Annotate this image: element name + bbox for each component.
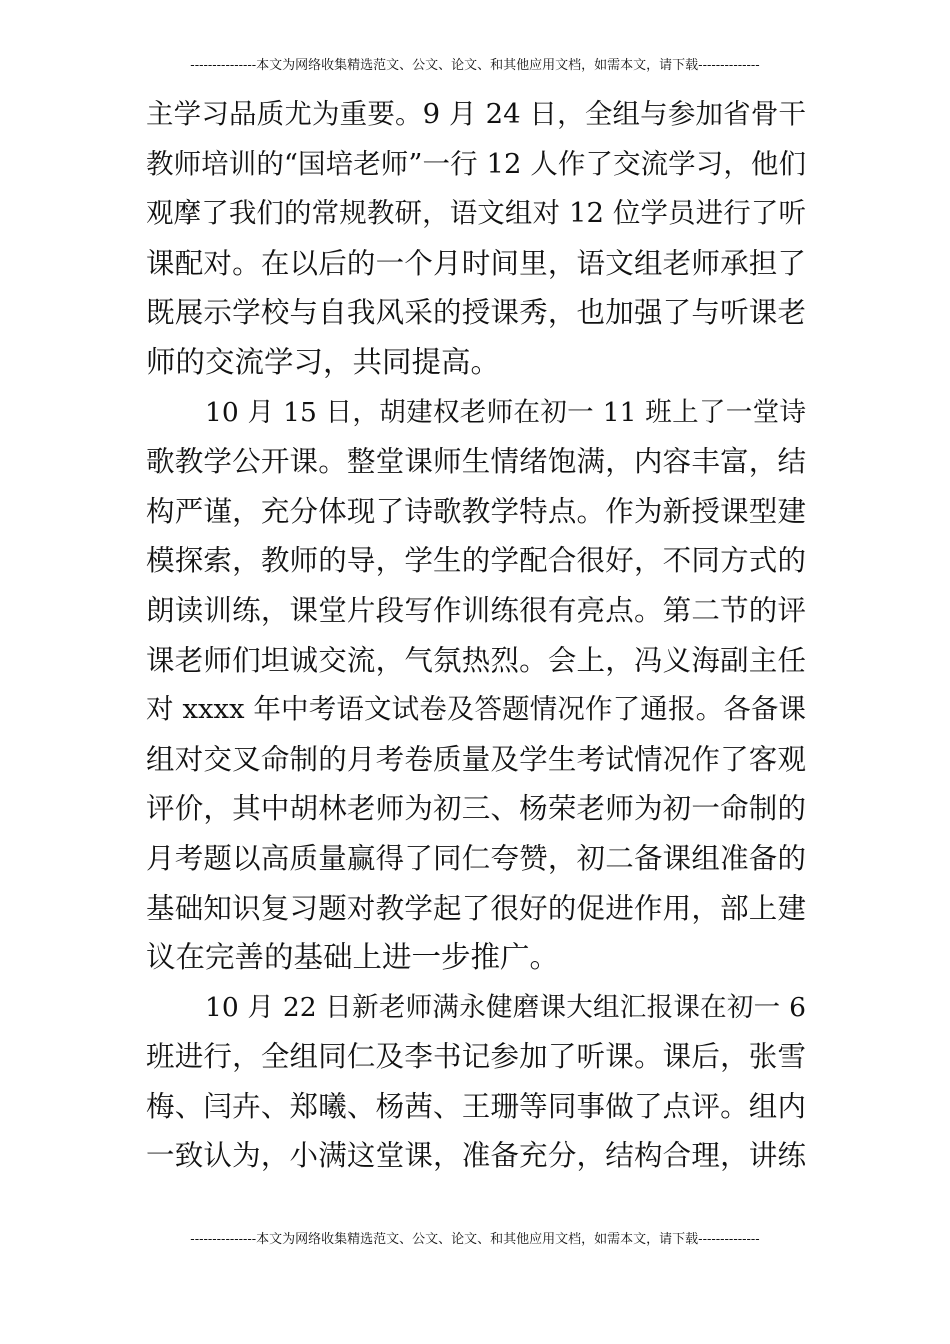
text-line: 歌教学公开课。整堂课师生情绪饱满，内容丰富，结 [146,445,806,479]
text-line: 一致认为，小满这堂课，准备充分，结构合理，讲练 [146,1139,806,1173]
text-line: 教师培训的“国培老师”一行 12 人作了交流学习，他们 [146,147,806,180]
text-line: 构严谨，充分体现了诗歌教学特点。作为新授课型建 [146,494,806,528]
paragraph-first-line: 10 月 15 日，胡建权老师在初一 11 班上了一堂诗 [205,396,806,428]
text-line: 月考题以高质量赢得了同仁夸赞，初二备课组准备的 [146,841,806,875]
text-line: 梅、闫卉、郑曦、杨茜、王珊等同事做了点评。组内 [146,1089,806,1123]
text-line: 对 xxxx 年中考语文试卷及答题情况作了通报。各备课 [146,693,806,726]
footer-banner: ---------------本文为网络收集精选范文、公文、论文、和其他应用文档，如需本文，请下载-------------- [190,1232,760,1247]
text-line: 基础知识复习题对教学起了很好的促进作用，部上建 [146,891,806,925]
text-line: 观摩了我们的常规教研，语文组对 12 位学员进行了听 [146,197,806,230]
header-banner: ---------------本文为网络收集精选范文、公文、论文、和其他应用文档，如需本文，请下载-------------- [190,58,760,73]
text-line: 朗读训练，课堂片段写作训练很有亮点。第二节的评 [146,593,806,627]
text-line: 课配对。在以后的一个月时间里，语文组老师承担了 [146,246,806,280]
text-line: 既展示学校与自我风采的授课秀，也加强了与听课老 [146,296,806,330]
text-line: 组对交叉命制的月考卷质量及学生考试情况作了客观 [146,742,806,776]
paragraph-first-line: 10 月 22 日新老师满永健磨课大组汇报课在初一 6 [205,991,806,1023]
text-line: 议在完善的基础上进一步推广。 [146,940,560,975]
text-line: 课老师们坦诚交流，气氛热烈。会上，冯义海副主任 [146,643,806,677]
text-line: 模探索，教师的导，学生的学配合很好，不同方式的 [146,544,806,578]
text-line: 班进行，全组同仁及李书记参加了听课。课后，张雪 [146,1040,806,1074]
text-line: 主学习品质尤为重要。9 月 24 日，全组与参加省骨干 [146,98,806,130]
document-body [146,90,806,1181]
text-line: 师的交流学习，共同提高。 [146,344,501,379]
text-line: 评价，其中胡林老师为初三、杨荣老师为初一命制的 [146,792,806,826]
